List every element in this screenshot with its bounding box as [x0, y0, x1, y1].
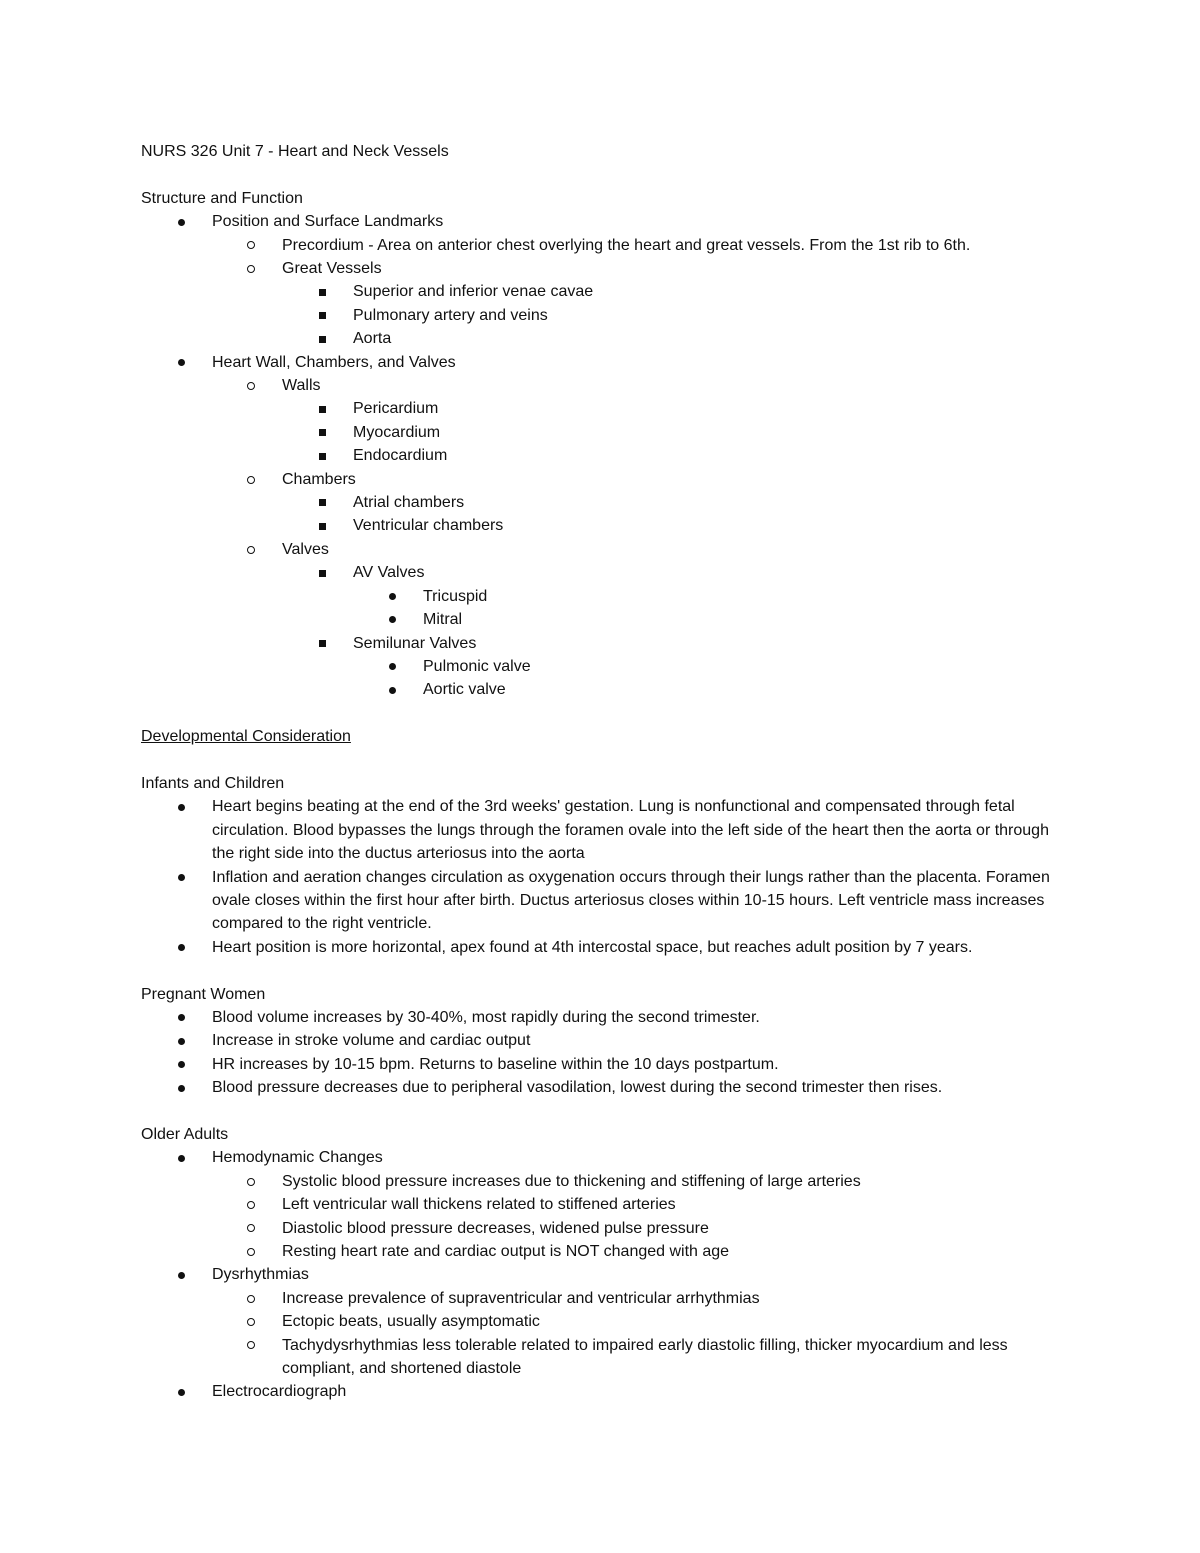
infants-list — [141, 795, 1061, 959]
bullet-dot-icon — [385, 678, 399, 701]
spacer — [141, 959, 1061, 982]
list-item: Aortic valve — [141, 678, 1061, 701]
bullet-circle-icon — [244, 1170, 258, 1193]
list-item: Resting heart rate and cardiac output is NOT changed with age — [141, 1240, 1061, 1263]
bullet-circle-icon — [244, 468, 258, 491]
list-item: Valves — [141, 538, 1061, 561]
list-item: Dysrhythmias — [141, 1263, 1061, 1286]
bullet-square-icon — [315, 421, 329, 444]
bullet-circle-icon — [244, 1217, 258, 1240]
list-item: Left ventricular wall thickens related to stiffened arteries — [141, 1193, 1061, 1216]
section-heading-structure: Structure and Function — [141, 189, 303, 207]
bullet-square-icon — [315, 397, 329, 420]
list-item: Myocardium — [141, 421, 1061, 444]
bullet-dot-icon — [174, 866, 188, 889]
list-item: Diastolic blood pressure decreases, widened pulse pressure — [141, 1217, 1061, 1240]
spacer — [141, 1100, 1061, 1123]
structure-list — [141, 210, 1061, 702]
bullet-square-icon — [315, 561, 329, 584]
subheading-infants: Infants and Children — [141, 774, 285, 792]
list-item: AV Valves — [141, 561, 1061, 584]
bullet-circle-icon — [244, 538, 258, 561]
list-item: Walls — [141, 374, 1061, 397]
bullet-square-icon — [315, 491, 329, 514]
bullet-circle-icon — [244, 374, 258, 397]
list-item: Inflation and aeration changes circulation as oxygenation occurs through their lungs rather than the placenta. Foramen ovale closes within the first hour after birth. Ductus arteriosus closes within 10-15 hours. Left ventricle mass increases compared to the right ventricle. — [141, 866, 1061, 936]
list-item: HR increases by 10-15 bpm. Returns to baseline within the 10 days postpartum. — [141, 1053, 1061, 1076]
bullet-circle-icon — [244, 1193, 258, 1216]
bullet-square-icon — [315, 304, 329, 327]
list-item: Electrocardiograph — [141, 1380, 1061, 1403]
list-item: Increase in stroke volume and cardiac output — [141, 1029, 1061, 1052]
list-item: Ventricular chambers — [141, 514, 1061, 537]
list-item: Position and Surface Landmarks — [141, 210, 1061, 233]
list-item: Blood volume increases by 30-40%, most rapidly during the second trimester. — [141, 1006, 1061, 1029]
bullet-circle-icon — [244, 1334, 258, 1357]
list-item: Hemodynamic Changes — [141, 1146, 1061, 1169]
list-item: Pericardium — [141, 397, 1061, 420]
list-item: Tricuspid — [141, 585, 1061, 608]
bullet-dot-icon — [174, 1076, 188, 1099]
list-item: Pulmonary artery and veins — [141, 304, 1061, 327]
document-title: NURS 326 Unit 7 - Heart and Neck Vessels — [141, 143, 449, 160]
spacer — [141, 702, 1061, 725]
pregnant-list — [141, 1006, 1061, 1100]
list-item: Pulmonic valve — [141, 655, 1061, 678]
bullet-square-icon — [315, 444, 329, 467]
subheading-older: Older Adults — [141, 1125, 229, 1143]
section-heading-developmental: Developmental Consideration — [141, 728, 351, 746]
list-item: Great Vessels — [141, 257, 1061, 280]
list-item: Mitral — [141, 608, 1061, 631]
list-item: Aorta — [141, 327, 1061, 350]
bullet-dot-icon — [174, 351, 188, 374]
bullet-circle-icon — [244, 234, 258, 257]
list-item: Tachydysrhythmias less tolerable related to impaired early diastolic filling, thicker myocardium and less compliant, and shortened diastole — [141, 1334, 1061, 1381]
bullet-circle-icon — [244, 257, 258, 280]
bullet-dot-icon — [385, 585, 399, 608]
older-list — [141, 1146, 1061, 1403]
bullet-dot-icon — [174, 210, 188, 233]
bullet-square-icon — [315, 632, 329, 655]
bullet-dot-icon — [174, 1029, 188, 1052]
document-page — [141, 140, 1061, 1404]
bullet-circle-icon — [244, 1240, 258, 1263]
list-item: Endocardium — [141, 444, 1061, 467]
bullet-circle-icon — [244, 1287, 258, 1310]
list-item: Chambers — [141, 468, 1061, 491]
list-item: Semilunar Valves — [141, 632, 1061, 655]
spacer — [141, 749, 1061, 772]
bullet-dot-icon — [174, 1380, 188, 1403]
bullet-dot-icon — [174, 1053, 188, 1076]
list-item: Blood pressure decreases due to peripheral vasodilation, lowest during the second trimester then rises. — [141, 1076, 1061, 1099]
list-item: Systolic blood pressure increases due to thickening and stiffening of large arteries — [141, 1170, 1061, 1193]
bullet-square-icon — [315, 327, 329, 350]
list-item: Atrial chambers — [141, 491, 1061, 514]
list-item: Heart position is more horizontal, apex found at 4th intercostal space, but reaches adult position by 7 years. — [141, 936, 1061, 959]
bullet-dot-icon — [385, 608, 399, 631]
bullet-square-icon — [315, 514, 329, 537]
list-item: Increase prevalence of supraventricular and ventricular arrhythmias — [141, 1287, 1061, 1310]
bullet-dot-icon — [174, 1146, 188, 1169]
bullet-dot-icon — [385, 655, 399, 678]
bullet-circle-icon — [244, 1310, 258, 1333]
list-item: Precordium - Area on anterior chest overlying the heart and great vessels. From the 1st rib to 6th. — [141, 234, 1061, 257]
bullet-dot-icon — [174, 1006, 188, 1029]
bullet-dot-icon — [174, 936, 188, 959]
list-item: Superior and inferior venae cavae — [141, 280, 1061, 303]
bullet-dot-icon — [174, 795, 188, 818]
subheading-pregnant: Pregnant Women — [141, 985, 266, 1003]
list-item: Heart begins beating at the end of the 3rd weeks' gestation. Lung is nonfunctional and compensated through fetal circulation. Blood bypasses the lungs through the foramen ovale into the left side of the heart then the aorta or through the right side into the ductus arteriosus into the aorta — [141, 795, 1061, 865]
bullet-dot-icon — [174, 1263, 188, 1286]
list-item: Ectopic beats, usually asymptomatic — [141, 1310, 1061, 1333]
bullet-square-icon — [315, 280, 329, 303]
list-item: Heart Wall, Chambers, and Valves — [141, 351, 1061, 374]
